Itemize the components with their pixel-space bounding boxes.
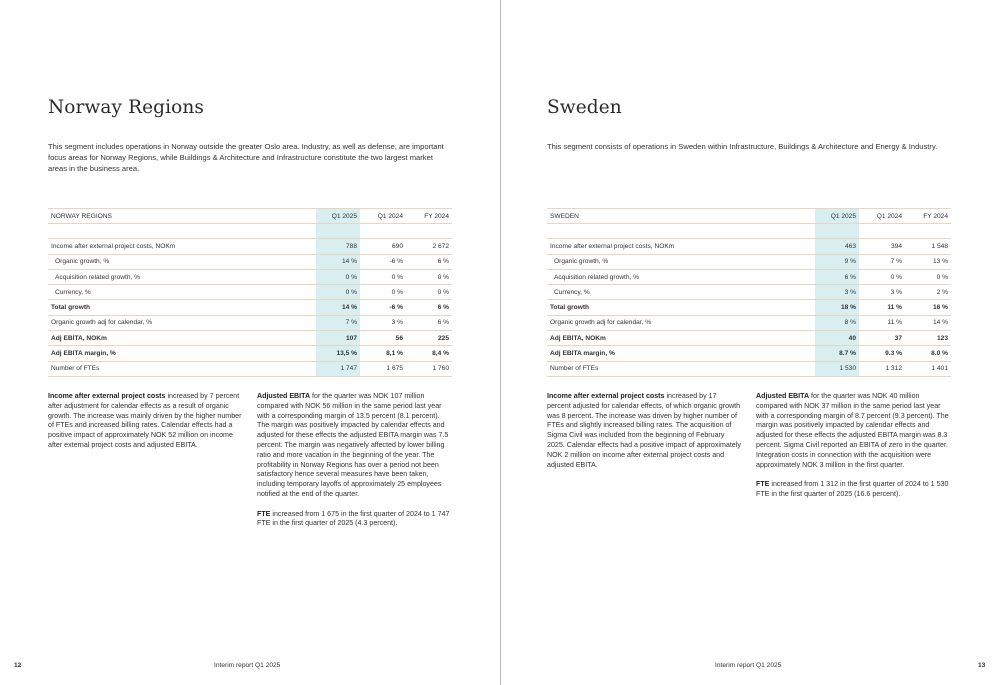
table-cell: 18 %: [815, 300, 859, 315]
footer-report-title: Interim report Q1 2025: [214, 662, 281, 669]
text-column-2: [257, 392, 453, 539]
table-row: [48, 331, 452, 346]
table-row: [547, 285, 951, 300]
table-row: [547, 361, 951, 376]
table-row: [547, 331, 951, 346]
table-cell: 0 %: [360, 269, 406, 284]
table-cell: 0 %: [406, 285, 452, 300]
table-header-row: [48, 209, 452, 224]
table-cell: 8.7 %: [815, 346, 859, 361]
table-cell: 2 672: [406, 239, 452, 254]
page-title: Norway Regions: [48, 97, 204, 118]
table-cell: 0 %: [316, 269, 360, 284]
table-cell: 7 %: [316, 315, 360, 330]
row-label: Adj EBITA margin, %: [48, 346, 316, 361]
column-header: Q1 2024: [360, 209, 406, 224]
table-cell: 11 %: [859, 315, 905, 330]
footer-report-title: Interim report Q1 2025: [715, 662, 782, 669]
table-cell: 1 548: [905, 239, 951, 254]
column-header: FY 2024: [905, 209, 951, 224]
table-cell: 107: [316, 331, 360, 346]
text-column-1: [48, 392, 242, 461]
row-label: Income after external project costs, NOKm: [48, 239, 316, 254]
lead-text: Adjusted EBITA: [756, 392, 810, 400]
column-header: NORWAY REGIONS: [48, 209, 316, 224]
table-cell: 56: [360, 331, 406, 346]
table-row: [547, 346, 951, 361]
table-cell: 6 %: [406, 300, 452, 315]
table-cell: 37: [859, 331, 905, 346]
table-cell: 13,5 %: [316, 346, 360, 361]
column-header: FY 2024: [406, 209, 452, 224]
table-cell: 1 530: [815, 361, 859, 376]
row-label: Acquisition related growth, %: [547, 269, 815, 284]
table-cell: 0 %: [316, 285, 360, 300]
body-text: increased from 1 312 in the first quarter of 2024 to 1 530 FTE in the first quarter of 2025 (16.6 percent).: [756, 480, 949, 498]
table-cell: 0 %: [905, 269, 951, 284]
table-cell: 463: [815, 239, 859, 254]
row-label: Organic growth, %: [547, 254, 815, 269]
body-text: for the quarter was NOK 40 million compared with NOK 37 million in the same period last year with a corresponding margin of 8.7 percent (9.3 percent). The margin was positively impacted by calendar effects and adjusted for these effects the adjusted EBITA margin was 8.3 percent. Sigma Civil reported an EBITA of zero in the quarter. Integration costs in connection with the acquisition were approximately NOK 3 million in the first quarter.: [756, 392, 949, 469]
row-label: Currency, %: [547, 285, 815, 300]
table-cell: 13 %: [905, 254, 951, 269]
table-cell: 1 747: [316, 361, 360, 376]
table-row: [547, 315, 951, 330]
table-cell: 9 %: [815, 254, 859, 269]
table-cell: 0 %: [360, 285, 406, 300]
table-cell: 3 %: [815, 285, 859, 300]
row-label: Total growth: [48, 300, 316, 315]
text-column-2: [756, 392, 952, 510]
intro-text: This segment consists of operations in Sweden within Infrastructure, Buildings & Architecture and Energy & Industry.: [547, 142, 938, 151]
table-row: [48, 285, 452, 300]
table-row: [547, 269, 951, 284]
page-title: Sweden: [547, 97, 622, 118]
lead-text: Adjusted EBITA: [257, 392, 311, 400]
column-header: SWEDEN: [547, 209, 815, 224]
column-header: Q1 2025: [815, 209, 859, 224]
page-right: [501, 0, 1000, 685]
table-cell: 6 %: [406, 315, 452, 330]
body-text: increased by 17 percent adjusted for calendar effects, of which organic growth was 8 percent. The increase was driven by higher number of FTEs and slightly increased billing rates. The acquisition of Sigma Civil was included from the beginning of February 2025. Calendar effects had a positive impact of approximately NOK 2 million on income after external project costs and adjusted EBITA.: [547, 392, 741, 469]
table-cell: 0 %: [859, 269, 905, 284]
row-label: Number of FTEs: [547, 361, 815, 376]
table-cell: 1 312: [859, 361, 905, 376]
table-cell: 123: [905, 331, 951, 346]
table-cell: 3 %: [859, 285, 905, 300]
column-header: Q1 2024: [859, 209, 905, 224]
page-number: 13: [978, 662, 986, 669]
row-label: Number of FTEs: [48, 361, 316, 376]
table-row: [48, 315, 452, 330]
table-header-row: [547, 209, 951, 224]
lead-text: FTE: [257, 509, 271, 518]
row-label: Organic growth adj for calendar, %: [48, 315, 316, 330]
table-cell: -6 %: [360, 300, 406, 315]
column-header: Q1 2025: [316, 209, 360, 224]
table-cell: 14 %: [905, 315, 951, 330]
table-cell: 14 %: [316, 300, 360, 315]
row-label: Adj EBITA, NOKm: [547, 331, 815, 346]
table-cell: 14 %: [316, 254, 360, 269]
table-row: [547, 300, 951, 315]
table-cell: 16 %: [905, 300, 951, 315]
table-cell: 11 %: [859, 300, 905, 315]
table-row: [48, 361, 452, 376]
table-cell: 2 %: [905, 285, 951, 300]
table-cell: 7 %: [859, 254, 905, 269]
table-row: [48, 239, 452, 254]
table-row: [48, 254, 452, 269]
table-cell: 40: [815, 331, 859, 346]
table-cell: -6 %: [360, 254, 406, 269]
table-row: [48, 346, 452, 361]
key-figures-table: [547, 208, 951, 377]
row-label: Income after external project costs, NOKm: [547, 239, 815, 254]
table-row: [547, 254, 951, 269]
lead-text: Income after external project costs: [547, 392, 665, 400]
table-cell: 1 401: [905, 361, 951, 376]
table-cell: 3 %: [360, 315, 406, 330]
body-text: increased from 1 675 in the first quarter of 2024 to 1 747 FTE in the first quarter of 2025 (4.3 percent).: [257, 509, 450, 528]
table-cell: 6 %: [815, 269, 859, 284]
key-figures-table: [48, 208, 452, 377]
table-spacer-row: [547, 224, 951, 239]
row-label: Acquisition related growth, %: [48, 269, 316, 284]
row-label: Total growth: [547, 300, 815, 315]
row-label: Currency, %: [48, 285, 316, 300]
lead-text: Income after external project costs: [48, 392, 166, 400]
table-row: [48, 269, 452, 284]
table-cell: 394: [859, 239, 905, 254]
body-text: for the quarter was NOK 107 million compared with NOK 56 million in the same period last year with a corresponding margin of 13.5 percent (8.1 percent). The margin was positively impacted by calendar effects and adjusted for these effects the adjusted EBITA margin was 7.5 percent. The margin was negatively affected by lower billing ratio and more vacation in the beginning of the year. The profitability in Norway Regions has over a period not been satisfactory hence several measures have been taken, including temporary layoffs of approximately 25 employees notified at the end of the quarter.: [257, 392, 449, 498]
row-label: Adj EBITA margin, %: [547, 346, 815, 361]
row-label: Adj EBITA, NOKm: [48, 331, 316, 346]
table-cell: 8,4 %: [406, 346, 452, 361]
row-label: Organic growth, %: [48, 254, 316, 269]
table-row: [547, 239, 951, 254]
text-column-1: [547, 392, 741, 480]
table-cell: 6 %: [406, 254, 452, 269]
table-row: [48, 300, 452, 315]
table-cell: 225: [406, 331, 452, 346]
table-cell: 8,1 %: [360, 346, 406, 361]
table-cell: 788: [316, 239, 360, 254]
table-cell: 1 760: [406, 361, 452, 376]
table-spacer-row: [48, 224, 452, 239]
table-cell: 690: [360, 239, 406, 254]
body-text: increased by 7 percent after adjustment for calendar effects as a result of organic growth. The increase was mainly driven by the higher number of FTEs and increased billing rates. Calendar effects had a positive impact of approximately NOK 52 million on income after external project costs and adjusted EBITA.: [48, 392, 242, 449]
row-label: Organic growth adj for calendar, %: [547, 315, 815, 330]
intro-text: This segment includes operations in Norway outside the greater Oslo area. Industry, as well as defense, are important focus areas for Norway Regions, while Buildings & Architecture and Infrastructure constitute the two largest market areas in the business area.: [48, 142, 444, 173]
table-cell: 8.0 %: [905, 346, 951, 361]
page-number: 12: [14, 662, 22, 669]
table-cell: 0 %: [406, 269, 452, 284]
table-cell: 1 675: [360, 361, 406, 376]
table-cell: 8 %: [815, 315, 859, 330]
table-cell: 9.3 %: [859, 346, 905, 361]
lead-text: FTE: [756, 480, 770, 489]
